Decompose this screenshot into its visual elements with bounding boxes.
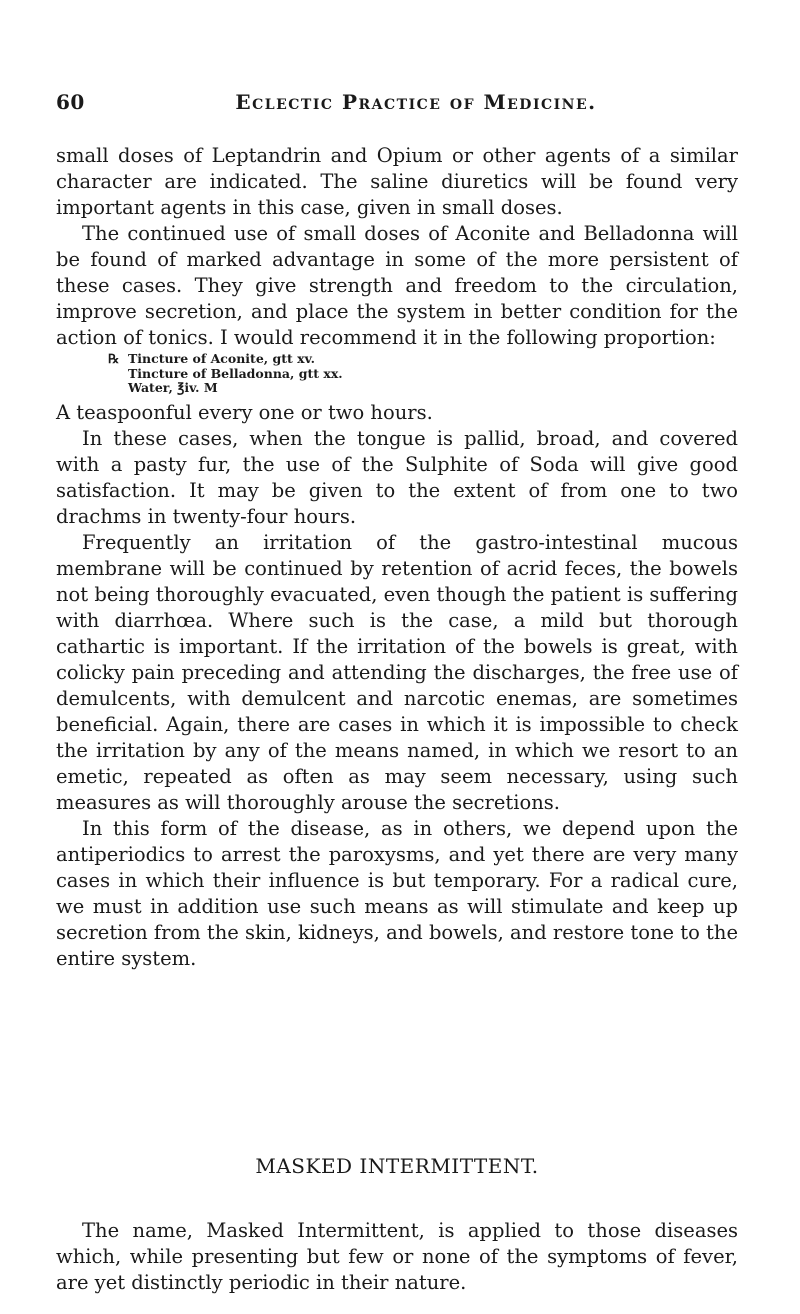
running-title: Eclectic Practice of Medicine. xyxy=(235,90,597,114)
prescription xyxy=(108,352,738,396)
body-text xyxy=(56,143,738,972)
running-head xyxy=(56,90,736,120)
paragraph: A teaspoonful every one or two hours. xyxy=(56,400,433,424)
paragraph: The continued use of small doses of Aconite and Belladonna will be found of marked advantage in some of the more persistent of these cases. They give strength and freedom to the circulation, improve secretion, and place the system in better condition for the action of tonics. I would recommend it in the following proportion: xyxy=(56,222,738,349)
paragraph: small doses of Leptandrin and Opium or other agents of a similar character are indicated. The saline diuretics will be found very important agents in this case, given in small doses. xyxy=(56,144,738,219)
prescription-line xyxy=(108,352,738,367)
paragraph: Frequently an irritation of the gastro-intestinal mucous membrane will be continued by retention of acrid feces, the bowels not being thoroughly evacuated, even though the patient is suffering with diarrhœa. Where such is the case, a mild but thorough cathartic is important. If the irritation of the bowels is great, with colicky pain preceding and attending the discharges, the free use of demulcents, with demulcent and narcotic enemas, are sometimes beneficial. Again, there are cases in which it is impossible to check the irritation by any of the means named, in which we resort to an emetic, repeated as often as may seem necessary, using such measures as will thoroughly arouse the secretions. xyxy=(56,530,738,814)
paragraph: In this form of the disease, as in others, we depend upon the antiperiodics to arrest the paroxysms, and yet there are very many cases in which their influence is but temporary. For a radical cure, we must in addition use such means as will stimulate and keep up secretion from the skin, kidneys, and bowels, and restore tone to the entire system. xyxy=(56,816,738,970)
prescription-line: Water, ℥iv. M xyxy=(128,380,218,395)
rx-icon: ℞ xyxy=(108,351,120,366)
paragraph: In these cases, when the tongue is pallid, broad, and covered with a pasty fur, the use of the Sulphite of Soda will give good satisfaction. It may be given to the extent of from one to two drachms in twenty-four hours. xyxy=(56,426,738,528)
section-heading: MASKED INTERMITTENT. xyxy=(255,1154,539,1178)
prescription-item: Tincture of Aconite, gtt xv. xyxy=(128,351,315,366)
paragraph: The name, Masked Intermittent, is applied to those diseases which, while presenting but few or none of the symptoms of fever, are yet distinctly periodic in their nature. xyxy=(56,1219,738,1294)
section-text xyxy=(56,1218,738,1296)
page-number: 60 xyxy=(56,90,85,114)
prescription-line: Tincture of Belladonna, gtt xx. xyxy=(128,365,343,381)
